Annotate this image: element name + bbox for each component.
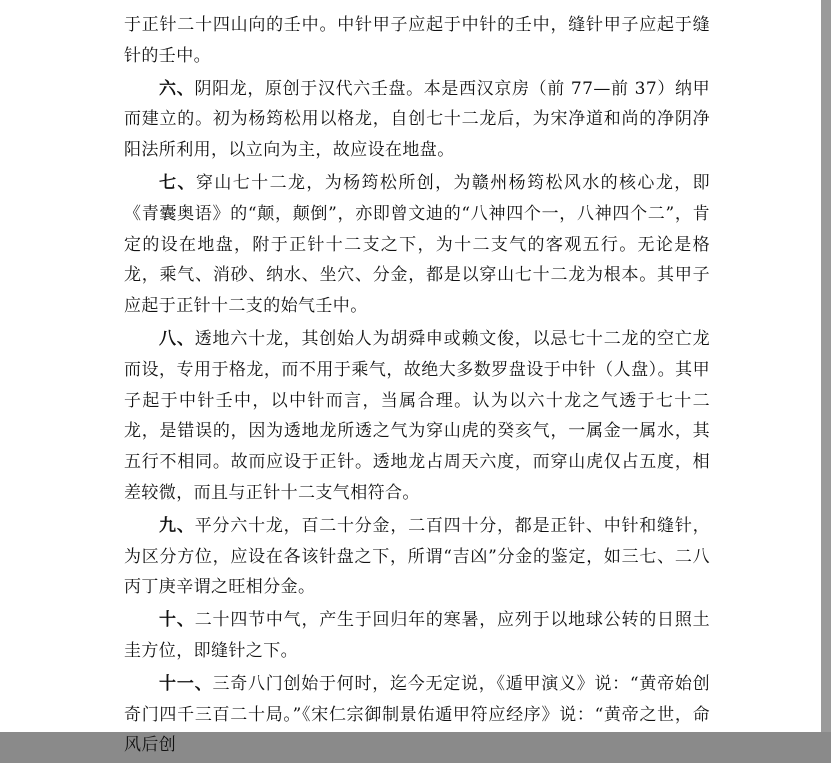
- paragraph-4: [124, 324, 710, 509]
- paragraph-5-text: 平分六十龙，百二十分金，二百四十分，都是正针、中针和缝针，为区分方位，应设在各该针盘之下，所谓“吉凶”分金的鉴定，如三七、二八丙丁庚辛谓之旺相分金。: [124, 515, 710, 598]
- paragraph-5: [124, 511, 710, 603]
- paragraph-6-text: 二十四节中气，产生于回归年的寒暑，应列于以地球公转的日照土圭方位，即缝针之下。: [124, 610, 710, 661]
- paragraph-4-lead: 八、: [159, 328, 195, 349]
- paragraph-4-text: 透地六十龙，其创始人为胡舜申或赖文俊，以忌七十二龙的空亡龙而设，专用于格龙，而不用于乘气，故绝大多数罗盘设于中针（人盘）。其甲子起于中针壬中，以中针而言，当属合理。认为以六十龙之气透于七十二龙，是错误的，因为透地龙所透之气为穿山虎的癸亥气，一属金一属水，其五行不相同。故而应设于正针。透地龙占周天六度，而穿山虎仅占五度，相差较微，而且与正针十二支气相符合。: [124, 328, 710, 503]
- paragraph-3-text: 穿山七十二龙，为杨筠松所创，为赣州杨筠松风水的核心龙，即《青囊奥语》的“颠，颠倒”，亦即曾文迪的“八神四个一，八神四个二”，肯定的设在地盘，附于正针十二支之下，为十二支气的客观五行。无论是格龙，乘气、消砂、纳水、坐穴、分金，都是以穿山七十二龙为根本。其甲子应起于正针十二支的始气壬中。: [124, 172, 711, 317]
- paragraph-7-lead: 十一、: [159, 673, 213, 694]
- paragraph-6-lead: 十、: [159, 610, 195, 631]
- paragraph-2-lead: 六、: [159, 78, 195, 99]
- paragraph-7: [124, 669, 710, 761]
- paragraph-7-text: 三奇八门创始于何时，迄今无定说，《遁甲演义》说：“黄帝始创奇门四千三百二十局。”《宋仁宗御制景佑遁甲符应经序》说：“黄帝之世，命风后创: [124, 673, 711, 756]
- paragraph-1-text: 于正针二十四山向的壬中。中针甲子应起于中针的壬中，缝针甲子应起于缝针的壬中。: [124, 15, 710, 66]
- paragraph-2-text: 阴阳龙，原创于汉代六壬盘。本是西汉京房（前 77—前 37）纳甲而建立的。初为杨筠松用以格龙，自创七十二龙后，为宋净道和尚的净阴净阳法所利用，以立向为主，故应设在地盘。: [124, 78, 711, 161]
- page-content: [124, 10, 710, 763]
- paragraph-3-lead: 七、: [159, 172, 196, 193]
- paragraph-2: [124, 74, 710, 166]
- paragraph-1: [124, 10, 710, 72]
- paragraph-5-lead: 九、: [159, 515, 195, 536]
- page-edge-shadow: [821, 0, 831, 732]
- paragraph-3: [124, 168, 710, 322]
- paragraph-6: [124, 605, 710, 667]
